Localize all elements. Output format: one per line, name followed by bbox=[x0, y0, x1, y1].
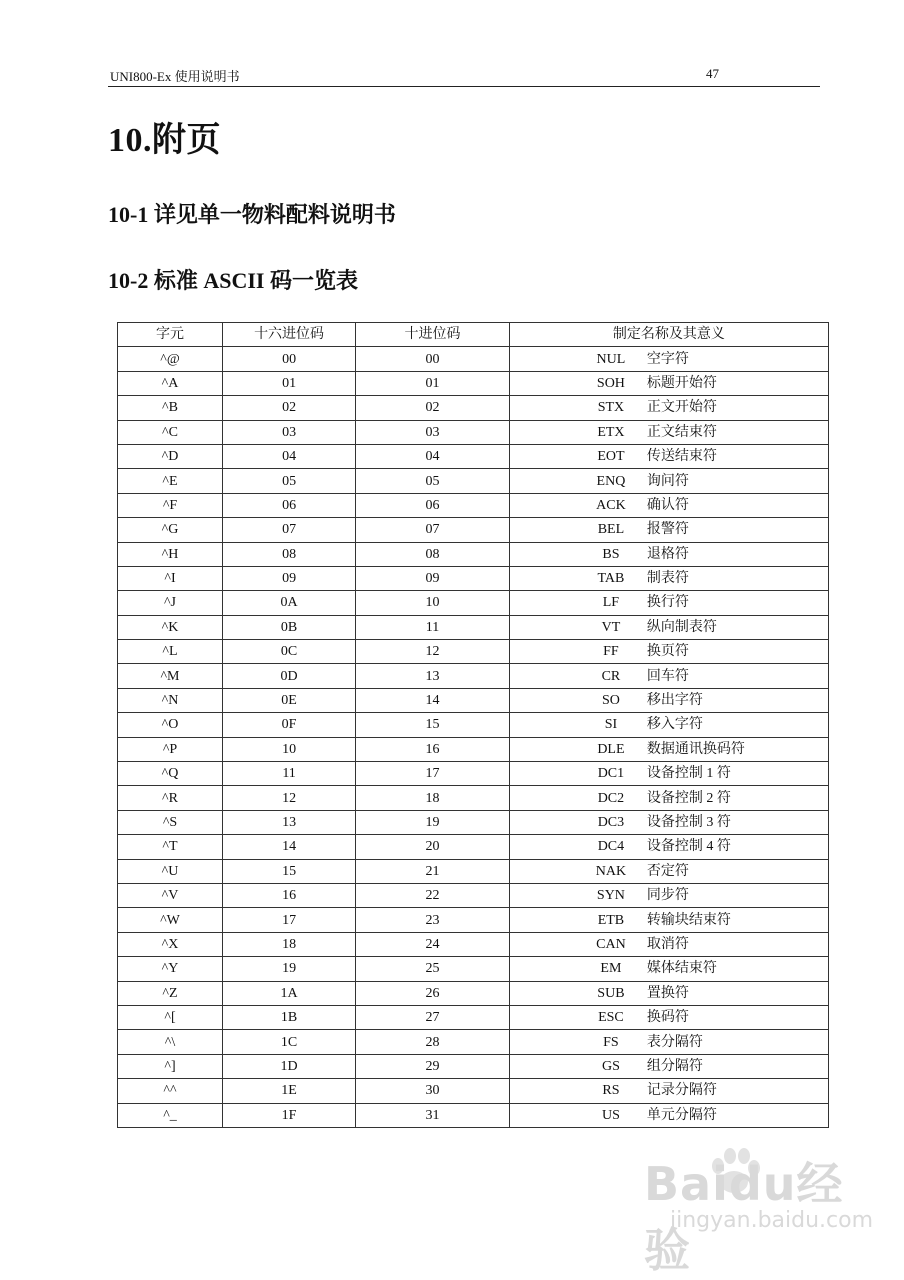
cell-char: ^E bbox=[118, 469, 223, 493]
cell-dec: 02 bbox=[356, 396, 510, 420]
cell-char: ^R bbox=[118, 786, 223, 810]
cell-char: ^N bbox=[118, 688, 223, 712]
cell-dec: 01 bbox=[356, 371, 510, 395]
cell-dec: 10 bbox=[356, 591, 510, 615]
cell-hex: 10 bbox=[222, 737, 355, 761]
ascii-table bbox=[117, 322, 829, 1128]
table-body bbox=[118, 347, 829, 1128]
cell-meaning bbox=[509, 640, 828, 664]
control-abbr: CR bbox=[601, 668, 621, 684]
cell-meaning bbox=[509, 396, 828, 420]
cell-char: ^J bbox=[118, 591, 223, 615]
control-meaning: 表分隔符 bbox=[646, 1034, 703, 1050]
cell-dec: 06 bbox=[356, 493, 510, 517]
cell-char: ^X bbox=[118, 932, 223, 956]
cell-meaning bbox=[509, 762, 828, 786]
control-abbr: US bbox=[601, 1107, 620, 1123]
cell-meaning bbox=[509, 932, 828, 956]
control-meaning: 标题开始符 bbox=[646, 375, 717, 391]
cell-hex: 09 bbox=[222, 566, 355, 590]
table-row bbox=[118, 762, 829, 786]
cell-meaning bbox=[509, 493, 828, 517]
column-header-meaning: 制定名称及其意义 bbox=[509, 323, 828, 347]
control-abbr: DC1 bbox=[597, 766, 625, 782]
cell-dec: 09 bbox=[356, 566, 510, 590]
cell-char: ^] bbox=[118, 1054, 223, 1078]
table-row bbox=[118, 957, 829, 981]
control-abbr: SOH bbox=[596, 375, 625, 391]
cell-char: ^D bbox=[118, 444, 223, 468]
table-row bbox=[118, 469, 829, 493]
cell-char: ^C bbox=[118, 420, 223, 444]
cell-char: ^P bbox=[118, 737, 223, 761]
cell-char: ^[ bbox=[118, 1005, 223, 1029]
cell-meaning bbox=[509, 591, 828, 615]
cell-char: ^^ bbox=[118, 1079, 223, 1103]
cell-hex: 13 bbox=[222, 810, 355, 834]
control-abbr: SYN bbox=[596, 888, 625, 904]
control-abbr: GS bbox=[601, 1058, 620, 1074]
control-meaning: 换页符 bbox=[646, 644, 689, 660]
cell-meaning bbox=[509, 908, 828, 932]
table-row bbox=[118, 810, 829, 834]
control-abbr: NAK bbox=[595, 863, 627, 879]
control-abbr: DC3 bbox=[597, 815, 625, 830]
cell-hex: 18 bbox=[222, 932, 355, 956]
page-header bbox=[108, 64, 820, 87]
cell-hex: 1E bbox=[222, 1079, 355, 1103]
cell-dec: 03 bbox=[356, 420, 510, 444]
control-meaning: 否定符 bbox=[646, 863, 689, 879]
column-header-dec: 十进位码 bbox=[356, 323, 510, 347]
cell-hex: 04 bbox=[222, 444, 355, 468]
control-meaning: 设备控制 3 符 bbox=[646, 815, 731, 830]
cell-char: ^T bbox=[118, 835, 223, 859]
cell-char: ^G bbox=[118, 518, 223, 542]
control-meaning: 设备控制 2 符 bbox=[646, 790, 731, 806]
cell-hex: 08 bbox=[222, 542, 355, 566]
control-meaning: 转输块结束符 bbox=[646, 912, 731, 928]
cell-char: ^Q bbox=[118, 762, 223, 786]
cell-char: ^@ bbox=[118, 347, 223, 371]
control-meaning: 传送结束符 bbox=[646, 449, 717, 465]
cell-hex: 1F bbox=[222, 1103, 355, 1127]
control-abbr: BS bbox=[602, 546, 620, 562]
cell-dec: 05 bbox=[356, 469, 510, 493]
control-abbr: TAB bbox=[597, 571, 625, 587]
cell-hex: 0C bbox=[222, 640, 355, 664]
table-row bbox=[118, 688, 829, 712]
cell-dec: 12 bbox=[356, 640, 510, 664]
cell-meaning bbox=[509, 1054, 828, 1078]
cell-hex: 07 bbox=[222, 518, 355, 542]
table-row bbox=[118, 371, 829, 395]
table-row bbox=[118, 444, 829, 468]
cell-dec: 18 bbox=[356, 786, 510, 810]
cell-dec: 31 bbox=[356, 1103, 510, 1127]
table-row bbox=[118, 835, 829, 859]
cell-char: ^K bbox=[118, 615, 223, 639]
table-row bbox=[118, 640, 829, 664]
cell-dec: 26 bbox=[356, 981, 510, 1005]
cell-hex: 0B bbox=[222, 615, 355, 639]
control-meaning: 回车符 bbox=[646, 668, 689, 684]
cell-meaning bbox=[509, 1005, 828, 1029]
table-row bbox=[118, 493, 829, 517]
subsection-title-10-2: 10-2 标准 ASCII 码一览表 bbox=[108, 268, 358, 293]
control-meaning: 同步符 bbox=[646, 888, 689, 904]
control-meaning: 移出字符 bbox=[646, 693, 703, 709]
table-row bbox=[118, 786, 829, 810]
cell-char: ^O bbox=[118, 713, 223, 737]
cell-char: ^B bbox=[118, 396, 223, 420]
control-meaning: 记录分隔符 bbox=[646, 1083, 717, 1099]
cell-dec: 11 bbox=[356, 615, 510, 639]
cell-dec: 14 bbox=[356, 688, 510, 712]
cell-dec: 27 bbox=[356, 1005, 510, 1029]
cell-hex: 1B bbox=[222, 1005, 355, 1029]
cell-dec: 25 bbox=[356, 957, 510, 981]
table-row bbox=[118, 542, 829, 566]
table-row bbox=[118, 737, 829, 761]
table-row bbox=[118, 1005, 829, 1029]
cell-dec: 29 bbox=[356, 1054, 510, 1078]
control-meaning: 换码符 bbox=[646, 1010, 689, 1026]
table-row bbox=[118, 615, 829, 639]
cell-char: ^\ bbox=[118, 1030, 223, 1054]
control-meaning: 纵向制表符 bbox=[646, 619, 717, 635]
control-abbr: ETX bbox=[597, 424, 625, 440]
cell-char: ^_ bbox=[118, 1103, 223, 1127]
control-abbr: DC2 bbox=[597, 790, 625, 806]
control-meaning: 取消符 bbox=[646, 936, 689, 952]
control-meaning: 正文开始符 bbox=[646, 400, 717, 416]
cell-char: ^U bbox=[118, 859, 223, 883]
page-number: 47 bbox=[706, 66, 719, 81]
cell-char: ^V bbox=[118, 883, 223, 907]
subsection-title-10-1: 10-1 详见单一物料配料说明书 bbox=[108, 202, 396, 227]
control-meaning: 设备控制 1 符 bbox=[646, 766, 731, 782]
cell-hex: 11 bbox=[222, 762, 355, 786]
cell-meaning bbox=[509, 883, 828, 907]
table-row bbox=[118, 591, 829, 615]
cell-meaning bbox=[509, 737, 828, 761]
control-abbr: FS bbox=[603, 1034, 619, 1050]
cell-meaning bbox=[509, 371, 828, 395]
cell-hex: 19 bbox=[222, 957, 355, 981]
baidu-watermark bbox=[640, 1142, 890, 1277]
control-abbr: SUB bbox=[597, 985, 625, 1001]
table-row bbox=[118, 908, 829, 932]
control-abbr: NUL bbox=[596, 351, 626, 367]
control-abbr: ENQ bbox=[596, 473, 626, 489]
cell-hex: 15 bbox=[222, 859, 355, 883]
cell-dec: 04 bbox=[356, 444, 510, 468]
control-meaning: 制表符 bbox=[646, 571, 689, 587]
control-abbr: RS bbox=[602, 1083, 620, 1099]
cell-hex: 12 bbox=[222, 786, 355, 810]
cell-char: ^M bbox=[118, 664, 223, 688]
cell-hex: 14 bbox=[222, 835, 355, 859]
cell-hex: 0E bbox=[222, 688, 355, 712]
cell-dec: 23 bbox=[356, 908, 510, 932]
column-header-hex: 十六进位码 bbox=[222, 323, 355, 347]
control-meaning: 正文结束符 bbox=[646, 424, 717, 440]
cell-meaning bbox=[509, 786, 828, 810]
cell-meaning bbox=[509, 1030, 828, 1054]
cell-hex: 02 bbox=[222, 396, 355, 420]
control-meaning: 确认符 bbox=[646, 497, 689, 513]
cell-hex: 03 bbox=[222, 420, 355, 444]
control-abbr: ETB bbox=[597, 912, 625, 928]
cell-char: ^Z bbox=[118, 981, 223, 1005]
cell-hex: 17 bbox=[222, 908, 355, 932]
cell-hex: 0F bbox=[222, 713, 355, 737]
table-row bbox=[118, 396, 829, 420]
control-abbr: ESC bbox=[598, 1010, 624, 1026]
cell-char: ^I bbox=[118, 566, 223, 590]
control-abbr: EOT bbox=[597, 449, 625, 465]
cell-meaning bbox=[509, 981, 828, 1005]
cell-hex: 1A bbox=[222, 981, 355, 1005]
control-meaning: 单元分隔符 bbox=[646, 1107, 717, 1123]
cell-char: ^W bbox=[118, 908, 223, 932]
cell-meaning bbox=[509, 1103, 828, 1127]
cell-hex: 01 bbox=[222, 371, 355, 395]
cell-dec: 08 bbox=[356, 542, 510, 566]
control-meaning: 组分隔符 bbox=[646, 1058, 703, 1074]
cell-meaning bbox=[509, 542, 828, 566]
control-abbr: LF bbox=[602, 595, 620, 611]
control-abbr: STX bbox=[597, 400, 625, 416]
cell-dec: 30 bbox=[356, 1079, 510, 1103]
control-abbr: DLE bbox=[597, 741, 625, 757]
cell-dec: 20 bbox=[356, 835, 510, 859]
cell-meaning bbox=[509, 688, 828, 712]
cell-hex: 0D bbox=[222, 664, 355, 688]
control-abbr: SO bbox=[601, 693, 620, 709]
table-row bbox=[118, 664, 829, 688]
control-meaning: 空字符 bbox=[646, 351, 689, 367]
cell-meaning bbox=[509, 859, 828, 883]
document-title: UNI800-Ex 使用说明书 bbox=[110, 69, 240, 84]
cell-char: ^L bbox=[118, 640, 223, 664]
cell-hex: 06 bbox=[222, 493, 355, 517]
cell-dec: 15 bbox=[356, 713, 510, 737]
control-meaning: 换行符 bbox=[646, 595, 689, 611]
cell-meaning bbox=[509, 347, 828, 371]
cell-meaning bbox=[509, 615, 828, 639]
control-meaning: 退格符 bbox=[646, 546, 689, 562]
table-row bbox=[118, 883, 829, 907]
cell-char: ^S bbox=[118, 810, 223, 834]
cell-hex: 1D bbox=[222, 1054, 355, 1078]
control-meaning: 移入字符 bbox=[646, 717, 703, 733]
cell-dec: 28 bbox=[356, 1030, 510, 1054]
cell-meaning bbox=[509, 469, 828, 493]
table-row bbox=[118, 713, 829, 737]
table-row bbox=[118, 566, 829, 590]
control-meaning: 报警符 bbox=[646, 522, 689, 538]
cell-meaning bbox=[509, 664, 828, 688]
watermark-url: jingyan.baidu.com bbox=[670, 1208, 874, 1233]
control-meaning: 询问符 bbox=[646, 473, 689, 489]
control-meaning: 置换符 bbox=[646, 985, 689, 1001]
table-row bbox=[118, 1030, 829, 1054]
table-row bbox=[118, 518, 829, 542]
control-abbr: CAN bbox=[596, 936, 626, 952]
control-meaning: 媒体结束符 bbox=[646, 961, 717, 977]
cell-dec: 19 bbox=[356, 810, 510, 834]
table-row bbox=[118, 347, 829, 371]
table-header-row bbox=[118, 323, 829, 347]
control-abbr: SI bbox=[604, 717, 618, 733]
cell-meaning bbox=[509, 713, 828, 737]
cell-dec: 17 bbox=[356, 762, 510, 786]
control-abbr: FF bbox=[603, 644, 619, 660]
table-row bbox=[118, 1103, 829, 1127]
cell-meaning bbox=[509, 420, 828, 444]
cell-meaning bbox=[509, 810, 828, 834]
cell-dec: 24 bbox=[356, 932, 510, 956]
cell-hex: 16 bbox=[222, 883, 355, 907]
cell-meaning bbox=[509, 566, 828, 590]
control-abbr: DC4 bbox=[597, 839, 625, 855]
cell-meaning bbox=[509, 444, 828, 468]
cell-hex: 00 bbox=[222, 347, 355, 371]
cell-dec: 22 bbox=[356, 883, 510, 907]
cell-meaning bbox=[509, 835, 828, 859]
cell-dec: 07 bbox=[356, 518, 510, 542]
cell-dec: 13 bbox=[356, 664, 510, 688]
table-row bbox=[118, 1079, 829, 1103]
cell-char: ^H bbox=[118, 542, 223, 566]
control-abbr: VT bbox=[601, 619, 621, 635]
cell-dec: 16 bbox=[356, 737, 510, 761]
cell-char: ^A bbox=[118, 371, 223, 395]
control-abbr: ACK bbox=[596, 497, 626, 513]
table-row bbox=[118, 932, 829, 956]
section-title: 10.附页 bbox=[108, 122, 221, 159]
cell-char: ^Y bbox=[118, 957, 223, 981]
cell-dec: 00 bbox=[356, 347, 510, 371]
watermark-logo-text: Baidu经验 bbox=[644, 1157, 844, 1277]
table-row bbox=[118, 420, 829, 444]
table-row bbox=[118, 981, 829, 1005]
control-abbr: BEL bbox=[597, 522, 625, 538]
column-header-char: 字元 bbox=[118, 323, 223, 347]
cell-hex: 0A bbox=[222, 591, 355, 615]
cell-meaning bbox=[509, 957, 828, 981]
cell-char: ^F bbox=[118, 493, 223, 517]
control-meaning: 数据通讯换码符 bbox=[646, 741, 745, 757]
control-meaning: 设备控制 4 符 bbox=[646, 839, 731, 855]
cell-dec: 21 bbox=[356, 859, 510, 883]
cell-meaning bbox=[509, 1079, 828, 1103]
cell-meaning bbox=[509, 518, 828, 542]
cell-hex: 05 bbox=[222, 469, 355, 493]
table-row bbox=[118, 859, 829, 883]
table-row bbox=[118, 1054, 829, 1078]
control-abbr: EM bbox=[600, 961, 622, 977]
cell-hex: 1C bbox=[222, 1030, 355, 1054]
